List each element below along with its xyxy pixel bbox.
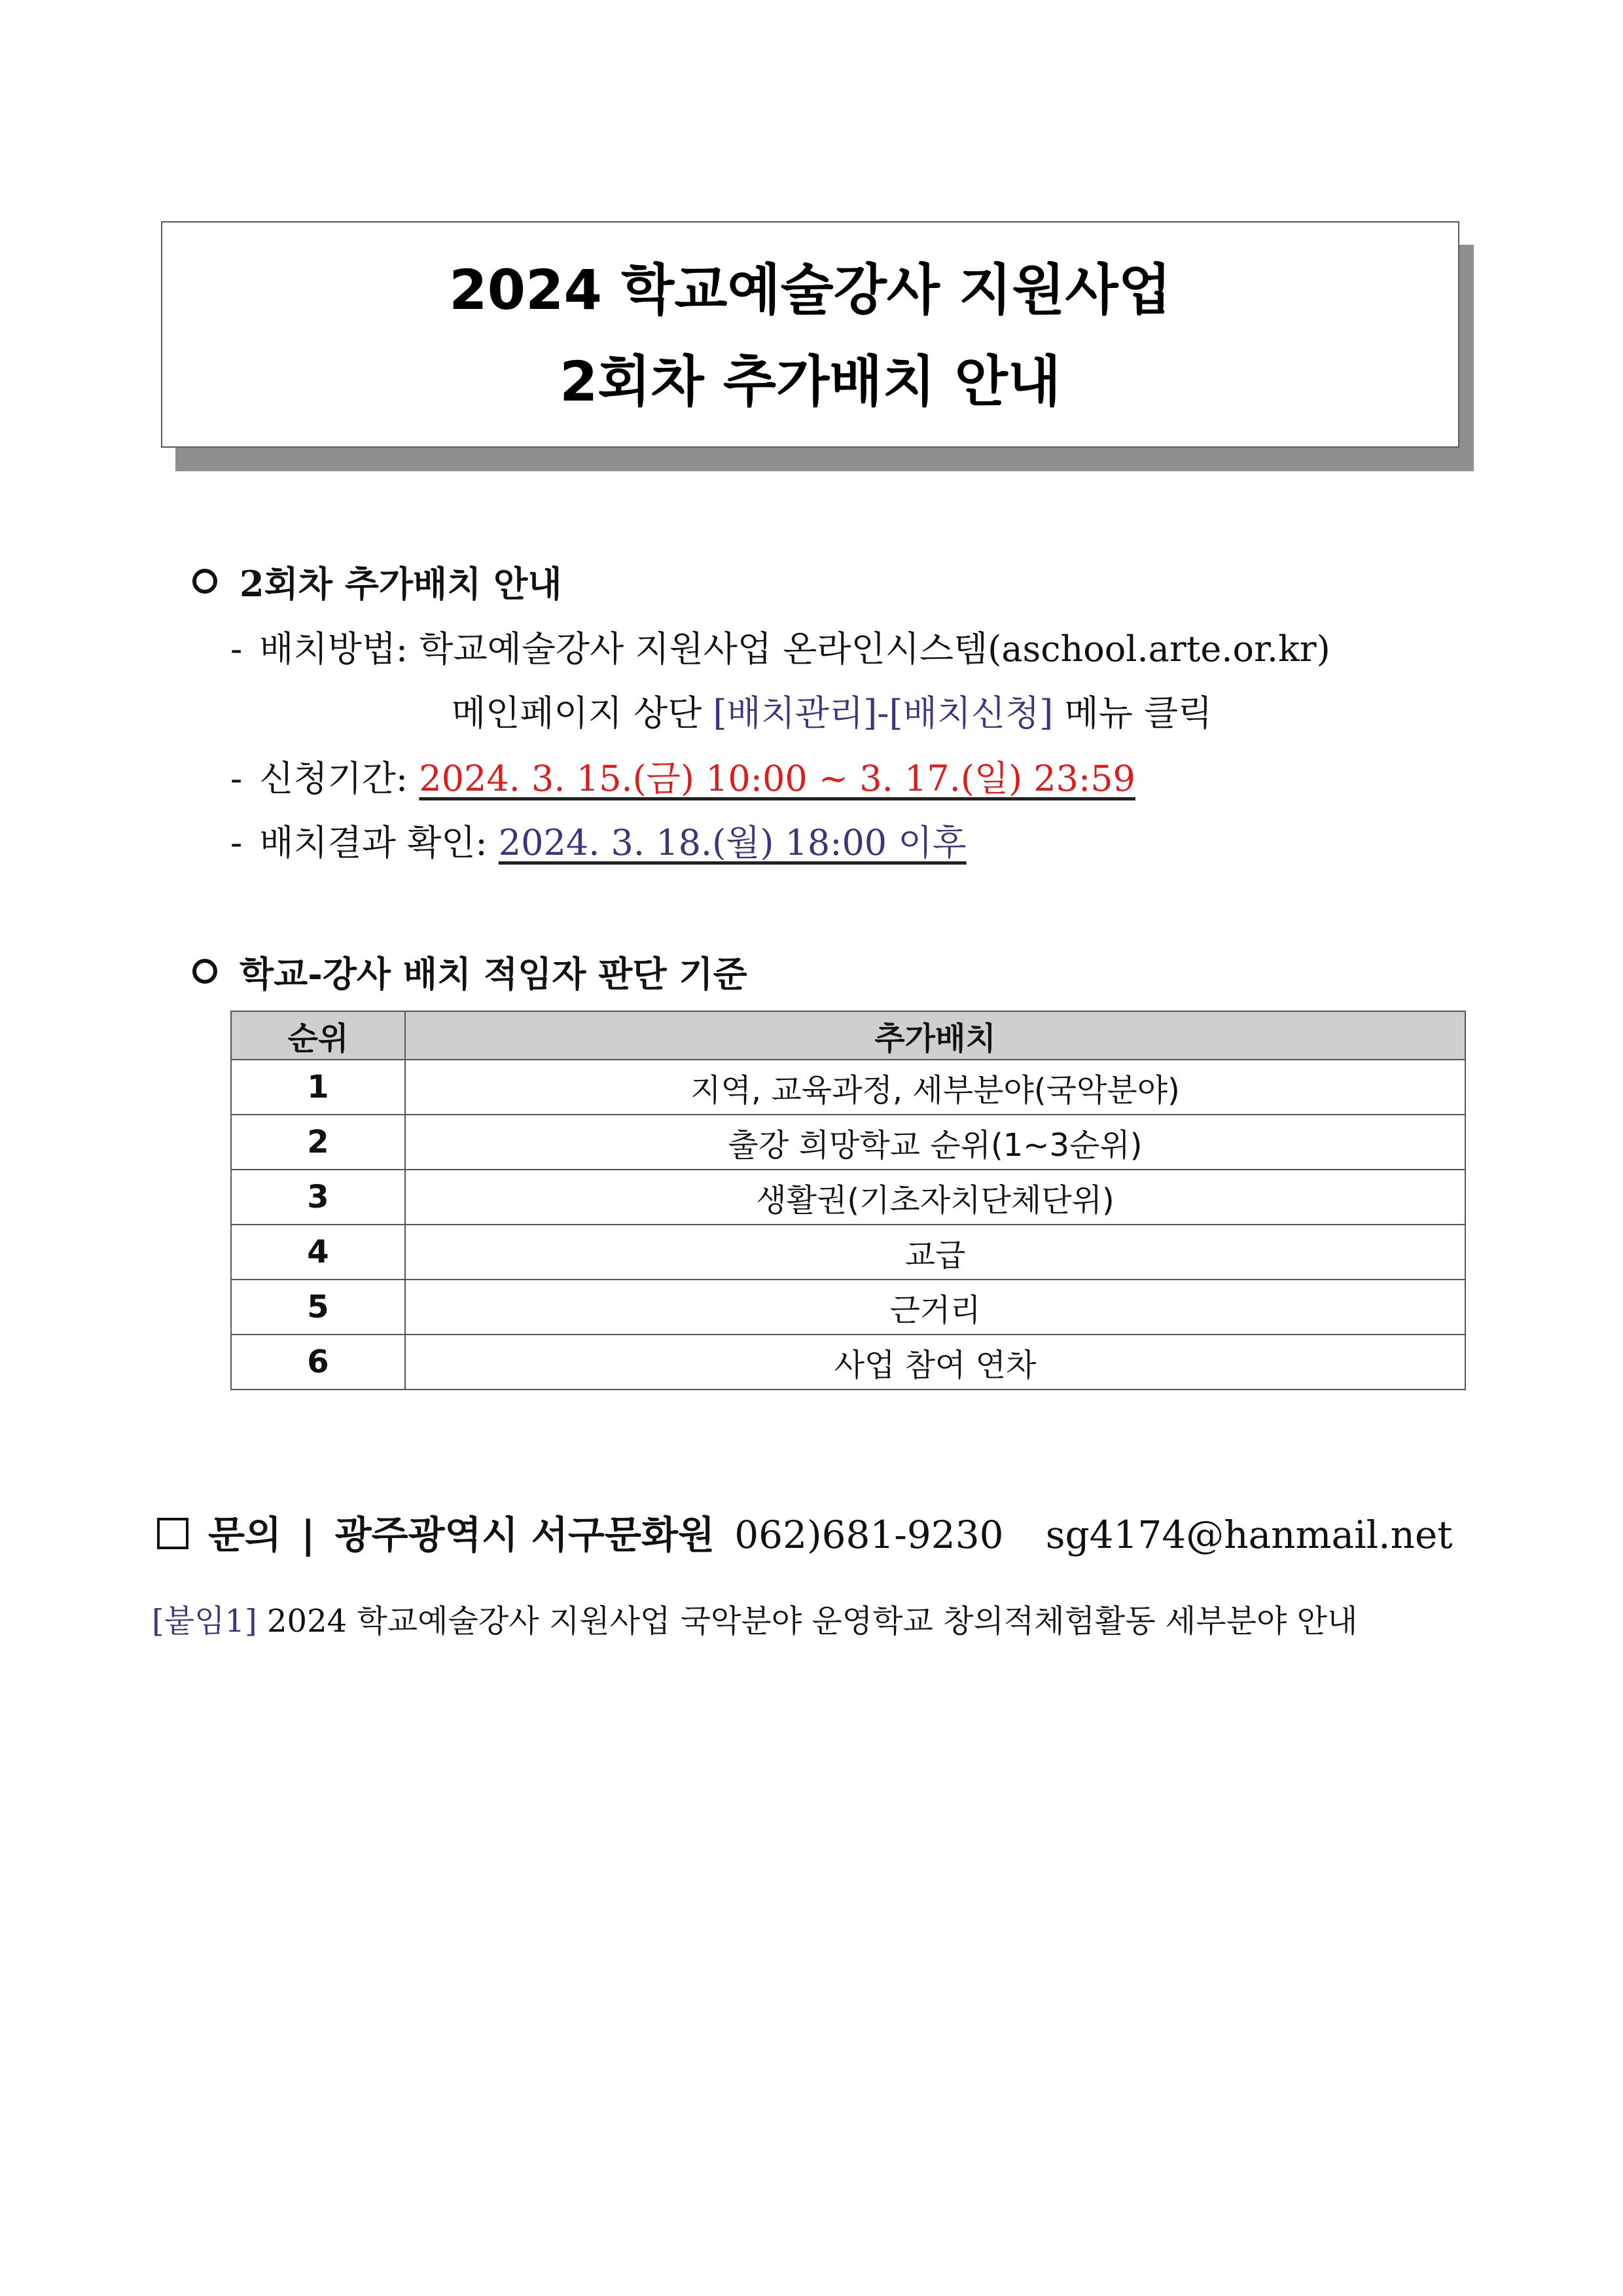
result-line: - 배치결과 확인: 2024. 3. 18.(월) 18:00 이후 — [230, 822, 967, 863]
contact-label: 문의 — [208, 1513, 282, 1557]
method-menu: [배치관리]-[배치신청] — [713, 692, 1054, 734]
contact-org: 광주광역시 서구문화원 — [334, 1513, 715, 1557]
table-header-rank: 순위 — [231, 1011, 405, 1060]
method-text-suffix: 메뉴 클릭 — [1064, 692, 1213, 734]
table-header-row — [231, 1011, 1465, 1060]
attachment-line — [152, 1598, 1357, 1644]
attachment-text: 2024 학교예술강사 지원사업 국악분야 운영학교 창의적체험활동 세부분야 안내 — [267, 1603, 1358, 1640]
circle-bullet-icon — [192, 959, 217, 984]
table-row — [231, 1335, 1465, 1390]
rank-cell: 5 — [231, 1280, 405, 1335]
method-text-prefix: 메인페이지 상단 — [452, 692, 702, 734]
period-label: 신청기간: — [259, 758, 408, 799]
rank-cell: 4 — [231, 1225, 405, 1280]
table-row — [231, 1280, 1465, 1335]
method-line-2 — [452, 687, 1212, 740]
title-box — [161, 221, 1459, 448]
contact-separator: | — [301, 1513, 315, 1557]
criteria-table — [230, 1011, 1466, 1390]
criteria-cell: 지역, 교육과정, 세부분야(국악분야) — [405, 1060, 1465, 1115]
rank-cell: 2 — [231, 1115, 405, 1170]
result-label: 배치결과 확인: — [259, 822, 488, 863]
attachment-tag: [붙임1] — [152, 1603, 257, 1640]
title-line-2: 2회차 추가배치 안내 — [559, 350, 1061, 414]
table-row — [231, 1115, 1465, 1170]
table-row — [231, 1170, 1465, 1225]
contact-line — [157, 1505, 1453, 1564]
checkbox-icon — [157, 1518, 188, 1549]
period-value: 2024. 3. 15.(금) 10:00 ~ 3. 17.(일) 23:59 — [419, 758, 1135, 799]
table-row — [231, 1225, 1465, 1280]
rank-cell: 6 — [231, 1335, 405, 1390]
circle-bullet-icon — [192, 569, 217, 594]
criteria-cell: 출강 희망학교 순위(1~3순위) — [405, 1115, 1465, 1170]
method-line: - 배치방법: 학교예술강사 지원사업 온라인시스템(aschool.arte.or.kr) — [230, 628, 1330, 670]
criteria-cell: 사업 참여 연차 — [405, 1335, 1465, 1390]
criteria-cell: 근거리 — [405, 1280, 1465, 1335]
contact-phone: 062)681-9230 — [734, 1513, 1004, 1557]
rank-cell: 1 — [231, 1060, 405, 1115]
title-line-1: 2024 학교예술강사 지원사업 — [449, 258, 1171, 322]
criteria-cell: 교급 — [405, 1225, 1465, 1280]
rank-cell: 3 — [231, 1170, 405, 1225]
period-line: - 신청기간: 2024. 3. 15.(금) 10:00 ~ 3. 17.(일) 23:59 — [230, 758, 1135, 799]
contact-email: sg4174@hanmail.net — [1045, 1513, 1453, 1557]
table-header-criteria: 추가배치 — [405, 1011, 1465, 1060]
table-row — [231, 1060, 1465, 1115]
section-2-heading: 학교-강사 배치 적임자 판단 기준 — [192, 948, 747, 1000]
result-value: 2024. 3. 18.(월) 18:00 이후 — [498, 822, 967, 863]
method-label: 배치방법: — [259, 628, 408, 670]
method-text: 학교예술강사 지원사업 온라인시스템(aschool.arte.or.kr) — [419, 628, 1330, 670]
section-1-heading: 2회차 추가배치 안내 — [192, 558, 562, 610]
criteria-cell: 생활권(기초자치단체단위) — [405, 1170, 1465, 1225]
